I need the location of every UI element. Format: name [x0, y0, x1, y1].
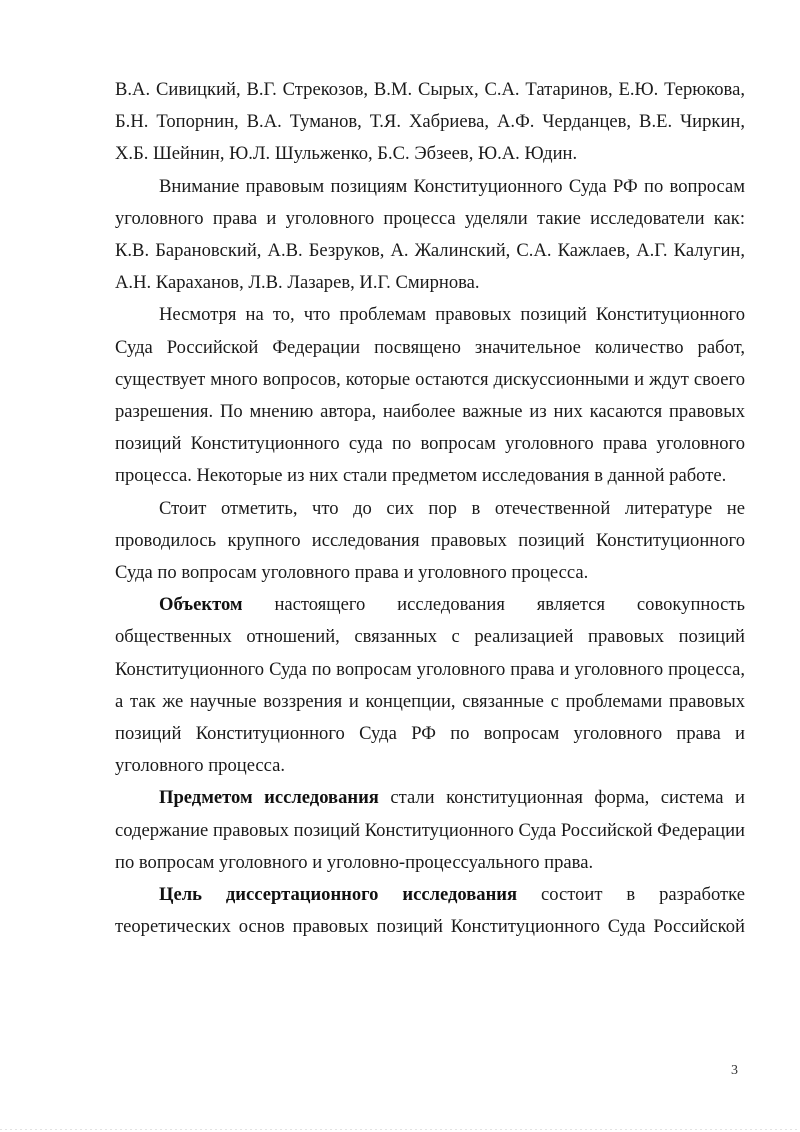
paragraph-text: Несмотря на то, что проблемам правовых позиций Конституционного Суда Российской Федерации посвящено значительное количество работ, существует много вопросов, которые остаются дискуссионными и ждут своего разрешения. По мнению автора, наиболее важные из них касаются правовых позиций Конституционного суда по вопросам уголовного права уголовного процесса. Некоторые из них стали предметом исследования в данной работе.	[115, 304, 745, 487]
paragraph-text: Стоит отметить, что до сих пор в отечественной литературе не проводилось крупного исследования правовых позиций Конституционного Суда по вопросам уголовного права и уголовного процесса.	[115, 497, 745, 584]
paragraph-authors-continued	[115, 74, 745, 171]
paragraph-despite	[115, 299, 745, 492]
paragraph-text: стали конституционная форма, система и содержание правовых позиций Конституционного Суда Российской Федерации по вопросам уголовного и уголовно-процессуального права.	[115, 787, 745, 873]
paragraph-goal	[115, 879, 745, 943]
paragraph-object	[115, 589, 745, 782]
paragraph-text: настоящего исследования является совокупность общественных отношений, связанных с реализацией правовых позиций Конституционного Суда по вопросам уголовного права и уголовного процесса, а так же научные воззрения и концепции, связанные с проблемами правовых позиций Конституционного Суда РФ по вопросам уголовного права и уголовного процесса.	[115, 594, 745, 777]
paragraph-subject	[115, 782, 745, 879]
scan-edge-divider	[0, 1129, 800, 1130]
bold-term: Цель диссертационного исследования	[159, 884, 518, 906]
paragraph-text: Внимание правовым позициям Конституционного Суда РФ по вопросам уголовного права и уголовного процесса уделяли такие исследователи как: К.В. Барановский, А.В. Безруков, А. Жалинский, С.А. Кажлаев, А.Г. Калугин, А.Н. Караханов, Л.В. Лазарев, И.Г. Смирнова.	[115, 175, 745, 294]
paragraph-attention	[115, 171, 745, 300]
page-number: 3	[731, 1063, 738, 1078]
paragraph-worth-noting	[115, 493, 745, 590]
paragraph-text: В.А. Сивицкий, В.Г. Стрекозов, В.М. Сырых, С.А. Татаринов, Е.Ю. Терюкова, Б.Н. Топорнин, В.А. Туманов, Т.Я. Хабриева, А.Ф. Черданцев, В.Е. Чиркин, Х.Б. Шейнин, Ю.Л. Шульженко, Б.С. Эбзеев, Ю.А. Юдин.	[115, 79, 745, 165]
bold-term: Объектом	[159, 594, 243, 616]
bold-term: Предметом исследования	[159, 787, 379, 809]
document-page	[115, 74, 745, 943]
paragraph-text: состоит в разработке теоретических основ правовых позиций Конституционного Суда Российской	[115, 884, 745, 938]
